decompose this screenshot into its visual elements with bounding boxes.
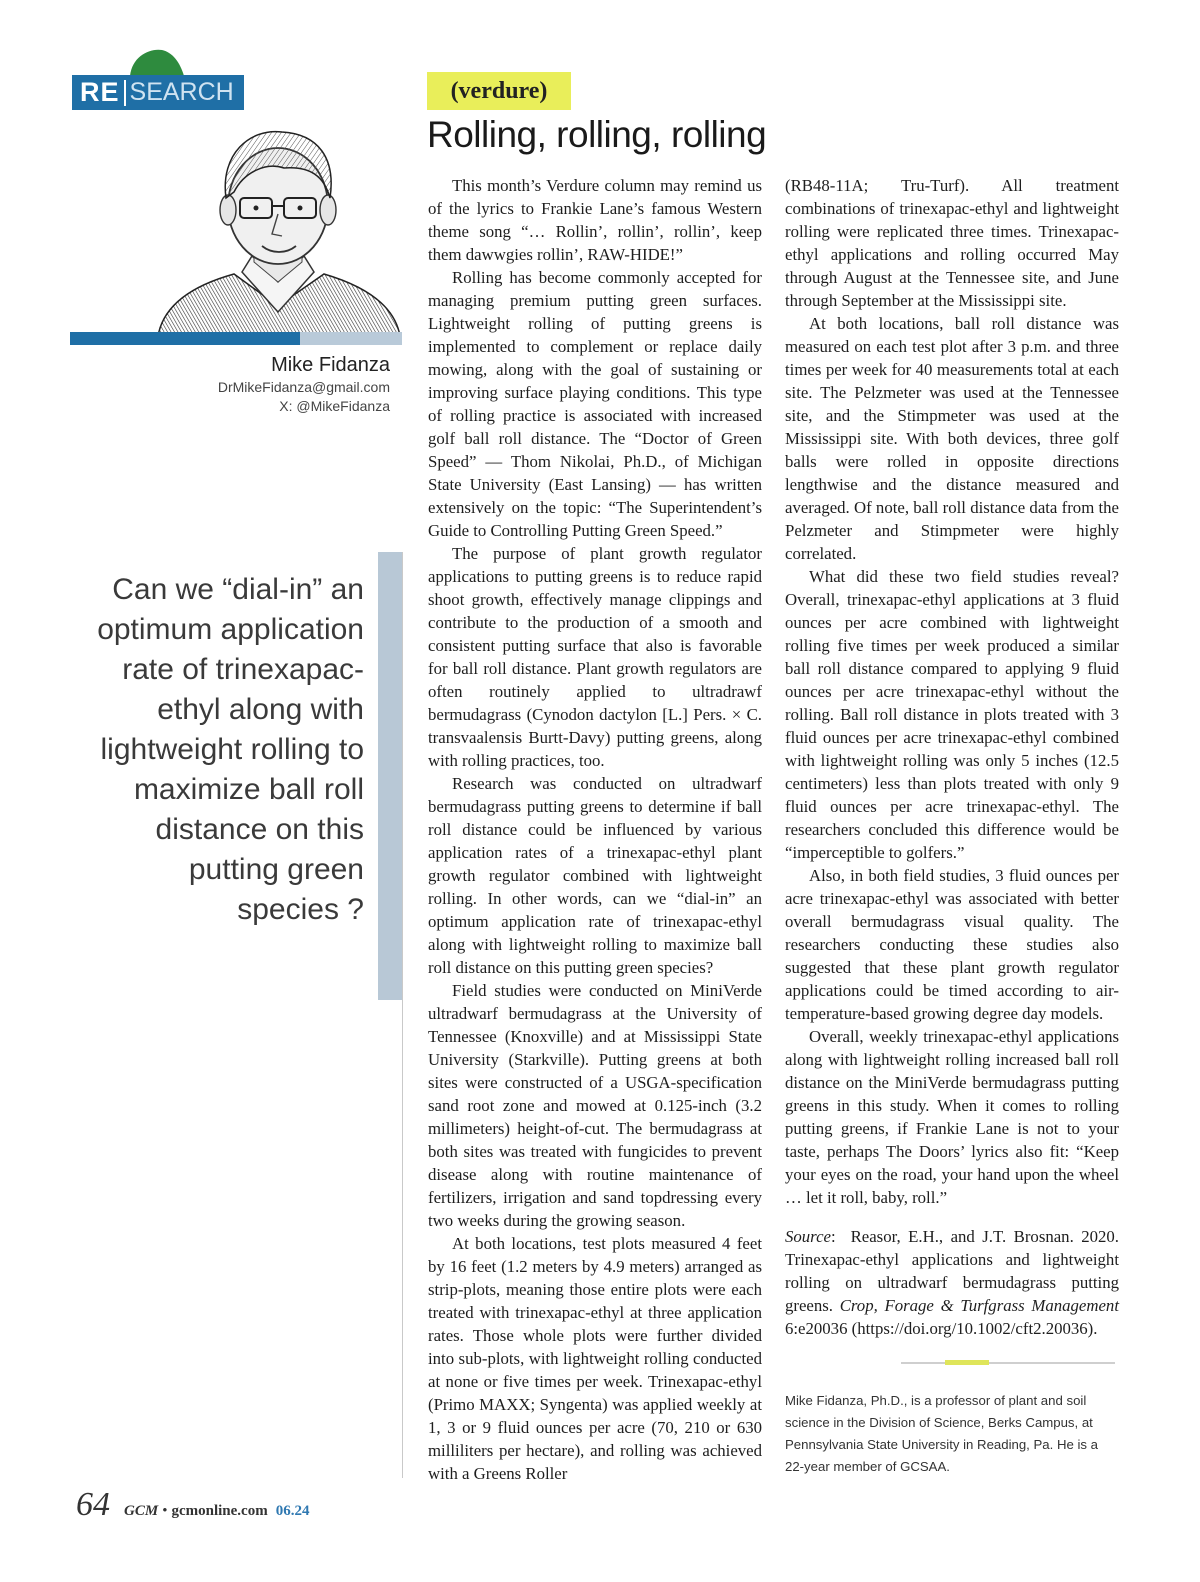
footer-url: gcmonline.com [171,1503,268,1519]
column-divider [402,552,403,1478]
footer-date: 06.24 [275,1503,310,1519]
paragraph: At both locations, ball roll distance was measured on each test plot after 3 p.m. and three times per week for 40 measurements total at each site. The Pelzmeter was used at the Tennessee site, and the Stimpmeter was used at the Mississippi site. With both devices, three golf balls were rolled in opposite directions lengthwise and the distance measured and averaged. Of note, ball roll distance data from the Pelzmeter and Stimpmeter were highly correlated. [785,314,1119,563]
research-badge [72,48,244,110]
page-number: 64 [76,1486,110,1523]
source-authors: Reasor, E.H., and J.T. Brosnan. 2020. Trinexapac-ethyl applications and lightweight rolling on ultradwarf bermudagrass putting greens. [785,1227,1119,1315]
paragraph: At both locations, test plots measured 4 feet by 16 feet (1.2 meters by 4.9 meters) arranged as strip-plots, meaning those entire plots were each treated with trinexapac-ethyl at three application rates. Those whole plots were further divided into sub-plots, with lightweight rolling conducted at none or five times per week. Trinexapac-ethyl (Primo MAXX; Syngenta) was applied weekly at 1, 3 or 9 fluid ounces per acre (70, 210 or 630 milliliters per hectare), and rolling was achieved with a Greens Roller [428,1234,762,1483]
badge-search-text: SEARCH [129,78,234,106]
source-label: Source [785,1227,831,1246]
paragraph: Also, in both field studies, 3 fluid ounces per acre trinexapac-ethyl was associated with better overall bermudagrass visual quality. The researchers conducting these studies also suggested that these plant growth regulator applications could be timed according to air-temperature-based growing degree day models. [785,866,1119,1023]
section-tag: (verdure) [427,72,571,110]
author-block [218,352,390,416]
page-footer [76,1486,309,1524]
footer-brand: GCM [124,1503,159,1519]
author-social: X: @MikeFidanza [279,398,390,414]
footer-separator: • [162,1503,168,1519]
badge-re-text: RE [80,77,120,107]
leaf-icon [128,48,188,78]
badge-divider [124,80,126,106]
author-email: DrMikeFidanza@gmail.com [217,379,390,395]
article-column-2 [785,174,1119,1478]
portrait-rule [70,332,402,345]
source-journal: Crop, Forage & Turfgrass Management [839,1296,1119,1315]
paragraph: Overall, weekly trinexapac-ethyl applications along with lightweight rolling increased ball roll distance on the MiniVerde bermudagrass putting greens in this study. When it comes to rolling putting greens, if Frankie Lane is not to your taste, perhaps The Doors’ lyrics also fit: “Keep your eyes on the road, your hand upon the wheel … let it roll, baby, roll.” [785,1027,1119,1207]
article-column-1 [428,174,762,1485]
paragraph: (RB48-11A; Tru-Turf). All treatment combinations of trinexapac-ethyl and lightweight rolling were replicated three times. Trinexapac-ethyl applications and rolling occurred May through August at the Tennessee site, and June through September at the Mississippi site. [785,176,1119,310]
bio-divider-accent [945,1360,989,1365]
paragraph: What did these two field studies reveal? Overall, trinexapac-ethyl applications at 3 fluid ounces per acre combined with lightweight rolling five times per week produced a similar ball roll distance compared to applying 9 fluid ounces per acre trinexapac-ethyl without the rolling. Ball roll distance in plots treated with 3 fluid ounces per acre trinexapac-ethyl combined with lightweight rolling was only 5 inches (12.5 centimeters) less than plots treated with only 9 fluid ounces per acre trinexapac-ethyl. The researchers concluded this difference would be “imperceptible to golfers.” [785,567,1119,862]
author-portrait [158,106,400,336]
paragraph: Rolling has become commonly accepted for managing premium putting green surfaces. Lightweight rolling of putting greens is implemented to complement or replace daily mowing, along with the goal of sustaining or improving surface playing conditions. This type of rolling practice is associated with increased golf ball roll distance. The “Doctor of Green Speed” — Thom Nikolai, Ph.D., of Michigan State University (East Lansing) — has written extensively on the topic: “The Superintendent’s Guide to Controlling Putting Green Speed.” [428,268,762,540]
pullquote: Can we “dial-in” an optimum application rate of trinexapac-ethyl along with lightweight rolling to maximize ball roll distance on this putting green species ? [97,573,364,926]
bio-divider [901,1362,1115,1364]
source-citation: Source: Reasor, E.H., and J.T. Brosnan. 2020. Trinexapac-ethyl applications and lightweight rolling on ultradwarf bermudagrass putting greens. Crop, Forage & Turfgrass Management 6:e20036 (https://doi.org/10.1002/cft2.20036). [785,1227,1119,1338]
author-name: Mike Fidanza [271,354,390,376]
author-bio: Mike Fidanza, Ph.D., is a professor of plant and soil science in the Division of Science, Berks Campus, at Pennsylvania State University in Reading, Pa. He is a 22-year member of GCSAA. [785,1393,1098,1474]
paragraph: Research was conducted on ultradwarf bermudagrass putting greens to determine if ball roll distance could be influenced by various application rates of a trinexapac-ethyl plant growth regulator combined with lightweight rolling. In other words, can we “dial-in” an optimum application rate of trinexapac-ethyl along with lightweight rolling to maximize ball roll distance on this putting green species? [428,774,762,977]
paragraph: This month’s Verdure column may remind us of the lyrics to Frankie Lane’s famous Western theme song “… Rollin’, rollin’, rollin’, keep them dawwgies rollin’, RAW-HIDE!” [428,176,762,264]
source-ref: 6:e20036 (https://doi.org/10.1002/cft2.20036). [785,1319,1098,1338]
pullquote-bar [378,552,402,1000]
paragraph: Field studies were conducted on MiniVerde ultradwarf bermudagrass at the University of Tennessee (Knoxville) and at Mississippi State University (Starkville). Putting greens at both sites were constructed of a USGA-specification sand root zone and mowed at 0.125-inch (3.2 millimeters) height-of-cut. The bermudagrass at both sites was treated with fungicides to prevent disease along with routine maintenance of fertilizers, irrigation and sand topdressing every two weeks during the growing season. [428,981,762,1230]
article-headline: Rolling, rolling, rolling [427,114,767,155]
paragraph: The purpose of plant growth regulator applications to putting greens is to reduce rapid shoot growth, effectively manage clippings and contribute to the production of a smooth and consistent putting surface that also is favorable for ball roll distance. Plant growth regulators are often routinely applied to ultradrawf bermudagrass (Cynodon dactylon [L.] Pers. × C. transvaalensis Burtt-Davy) putting greens, along with rolling practices, too. [428,544,762,770]
research-badge-box [72,75,244,110]
